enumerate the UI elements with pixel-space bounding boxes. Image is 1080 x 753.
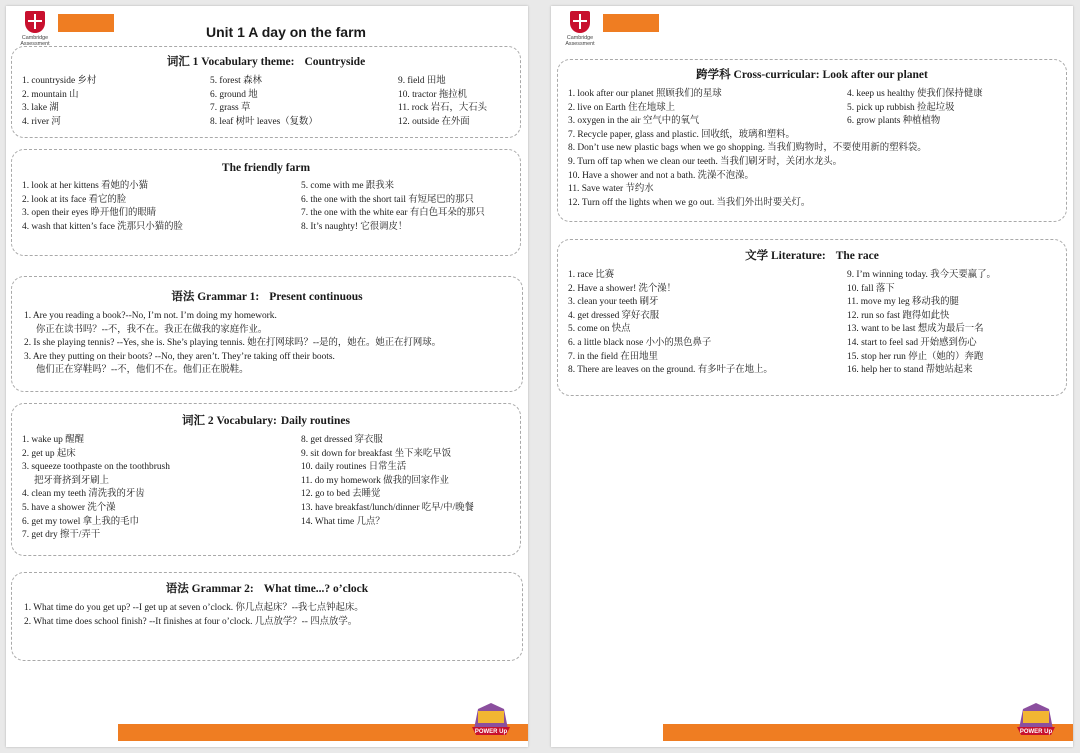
list-item: 4. river 河 (22, 116, 61, 127)
list-item: 3. oxygen in the air 空气中的氧气 (568, 116, 700, 127)
list-item: 10. Have a shower and not a bath. 洗澡不泡澡。 (568, 170, 754, 181)
list-item: 4. clean my teeth 清洗我的牙齿 (22, 489, 145, 500)
logo-text: Cambridge Assessment (20, 35, 50, 47)
list-item: 5. come with me 跟我来 (301, 181, 394, 191)
cambridge-logo (562, 11, 598, 47)
power-up-badge-icon (1013, 699, 1059, 737)
list-item: 8. leaf 树叶 leaves（复数） (210, 116, 318, 127)
cambridge-shield-icon (570, 11, 590, 33)
list-item: 7. Recycle paper, glass and plastic. 回收纸，玻璃和塑料。 (568, 129, 795, 140)
list-item: 11. do my homework 做我的回家作业 (301, 475, 449, 486)
header-orange-tab (58, 14, 114, 32)
list-item: 10. daily routines 日常生活 (301, 462, 407, 473)
list-item: 7. in the field 在田地里 (568, 351, 658, 362)
page-title: Unit 1 A day on the farm (206, 24, 366, 40)
list-item: 12. go to bed 去睡觉 (301, 489, 381, 500)
cambridge-logo (17, 11, 53, 47)
list-item: 13. want to be last 想成为最后一名 (847, 324, 984, 335)
cross-lines (558, 129, 1066, 211)
list-item: 1. look at her kittens 看她的小猫 (22, 181, 149, 191)
list-item: 10. fall 落下 (847, 283, 895, 294)
grammar1-title: 语法 Grammar 1: Present continuous (171, 291, 363, 303)
list-item: 6. a little black nose 小小的黑色鼻子 (568, 337, 712, 348)
vocab1-col1 (22, 75, 204, 129)
grammar2-section (11, 572, 523, 661)
header-orange-tab (603, 14, 659, 32)
text-line: 2. What time does school finish? --It finishes at four o’clock. 几点放学？-- 四点放学。 (24, 616, 358, 627)
vocab2-title: 词汇 2 Vocabulary: Daily routines (182, 415, 350, 427)
power-up-badge-icon (468, 699, 514, 737)
cross-curricular-title: 跨学科 Cross-curricular: Look after our planet (696, 69, 928, 81)
left-page (6, 6, 528, 747)
list-item: 5. pick up rubbish 捡起垃圾 (847, 102, 955, 113)
list-item: 7. grass 草 (210, 103, 251, 114)
footer-orange-bar (663, 724, 1073, 741)
literature-col2 (847, 269, 1056, 378)
vocab2-col2 (301, 434, 510, 543)
list-item: 6. the one with the short tail 有短尾巴的那只 (301, 194, 474, 205)
cross-col2 (847, 88, 1056, 129)
text-line: 3. Are they putting on their boots? --No, they aren’t. They’re taking off their boots. (24, 351, 335, 362)
literature-section (557, 239, 1067, 396)
list-item: 9. sit down for breakfast 坐下来吃早饭 (301, 448, 451, 459)
list-item: 14. start to feel sad 开始感到伤心 (847, 337, 977, 348)
vocab1-title: 词汇 1 Vocabulary theme: Countryside (166, 56, 366, 68)
list-item: 12. run so fast 跑得如此快 (847, 310, 950, 321)
list-item: 7. get dry 擦干/弄干 (22, 530, 101, 541)
text-line: 1. What time do you get up? --I get up at seven o’clock. 你几点起床？--我七点钟起床。 (24, 603, 364, 613)
list-item: 3. squeeze toothpaste on the toothbrush (22, 462, 170, 473)
list-item: 4. keep us healthy 使我们保持健康 (847, 89, 983, 99)
list-item: 3. open their eyes 睁开他们的眼睛 (22, 208, 157, 219)
list-item: 16. help her to stand 帮她站起来 (847, 365, 973, 376)
list-item: 11. Save water 节约水 (568, 184, 654, 195)
list-item: 11. rock 岩石，大石头 (398, 103, 487, 114)
list-item: 1. countryside 乡村 (22, 76, 97, 86)
grammar1-lines (12, 310, 522, 378)
list-item: 10. tractor 拖拉机 (398, 89, 467, 100)
vocab1-section (11, 46, 521, 138)
list-item: 6. grow plants 种植植物 (847, 116, 941, 127)
list-item: 6. ground 地 (210, 89, 258, 100)
badge-text: POWER Up (1019, 729, 1053, 735)
list-item: 8. It’s naughty! 它很调皮！ (301, 221, 408, 232)
list-item: 5. forest 森林 (210, 76, 262, 86)
list-item: 5. have a shower 洗个澡 (22, 502, 116, 513)
list-item: 2. look at its face 看它的脸 (22, 194, 127, 205)
cross-col1 (568, 88, 841, 129)
list-item: 6. get my towel 拿上我的毛巾 (22, 516, 139, 527)
list-item: 4. wash that kitten’s face 洗那只小猫的脸 (22, 221, 183, 232)
list-item: 2. get up 起床 (22, 448, 76, 459)
list-item: 14. What time 几点？ (301, 516, 385, 527)
list-item: 11. move my leg 移动我的腿 (847, 297, 959, 308)
right-page (551, 6, 1073, 747)
list-item: 7. the one with the white ear 有白色耳朵的那只 (301, 208, 485, 219)
grammar2-title: 语法 Grammar 2: What time...? o’clock (165, 583, 369, 595)
list-item: 4. get dressed 穿好衣服 (568, 310, 660, 321)
friendly-farm-title: The friendly farm (221, 162, 311, 174)
vocab1-col2 (210, 75, 392, 129)
list-item: 3. clean your teeth 刷牙 (568, 297, 659, 308)
list-item: 2. Have a shower! 洗个澡！ (568, 283, 677, 294)
list-item: 13. have breakfast/lunch/dinner 吃早/中/晚餐 (301, 502, 474, 513)
vocab2-section (11, 403, 521, 556)
literature-title: 文学 Literature: The race (745, 250, 879, 262)
list-item: 9. field 田地 (398, 76, 446, 86)
text-line: 1. Are you reading a book?--No, I’m not. I’m doing my homework. (24, 311, 277, 321)
logo-text: Cambridge Assessment (565, 35, 595, 47)
vocab1-col3 (398, 75, 510, 129)
list-item: 15. stop her run 停止（她的）奔跑 (847, 351, 984, 362)
grammar2-lines (12, 602, 522, 629)
cross-curricular-section (557, 59, 1067, 222)
list-item: 8. There are leaves on the ground. 有多叶子在地上。 (568, 365, 773, 376)
text-line: 2. Is she playing tennis? --Yes, she is. She’s playing tennis. 她在打网球吗？--是的，她在。她正在打网球。 (24, 338, 441, 349)
literature-col1 (568, 269, 841, 378)
list-item: 1. wake up 醒醒 (22, 435, 84, 445)
list-item: 5. come on 快点 (568, 324, 631, 335)
list-item: 把牙膏挤到牙刷上 (34, 475, 110, 486)
list-item: 8. Don’t use new plastic bags when we go shopping. 当我们购物时，不要使用新的塑料袋。 (568, 143, 927, 154)
list-item: 3. lake 湖 (22, 103, 59, 114)
text-line: 他们正在穿鞋吗？--不，他们不在。他们正在脱鞋。 (36, 365, 249, 376)
footer-orange-bar (118, 724, 528, 741)
friendly-col1 (22, 180, 295, 234)
list-item: 12. Turn off the lights when we go out. 当我们外出时要关灯。 (568, 197, 811, 208)
list-item: 2. mountain 山 (22, 89, 79, 100)
cambridge-shield-icon (25, 11, 45, 33)
friendly-col2 (301, 180, 510, 234)
friendly-farm-section (11, 149, 521, 256)
list-item: 8. get dressed 穿衣服 (301, 435, 383, 445)
grammar1-section (11, 276, 523, 392)
list-item: 2. live on Earth 住在地球上 (568, 102, 676, 113)
list-item: 9. Turn off tap when we clean our teeth. 当我们刷牙时，关闭水龙头。 (568, 156, 843, 167)
text-line: 你正在读书吗？--不，我不在。我正在做我的家庭作业。 (36, 324, 268, 335)
list-item: 1. race 比赛 (568, 270, 615, 280)
list-item: 9. I’m winning today. 我今天要赢了。 (847, 270, 996, 280)
badge-text: POWER Up (474, 729, 508, 735)
list-item: 1. look after our planet 照顾我们的星球 (568, 89, 722, 99)
list-item: 12. outside 在外面 (398, 116, 470, 127)
vocab2-col1 (22, 434, 295, 543)
